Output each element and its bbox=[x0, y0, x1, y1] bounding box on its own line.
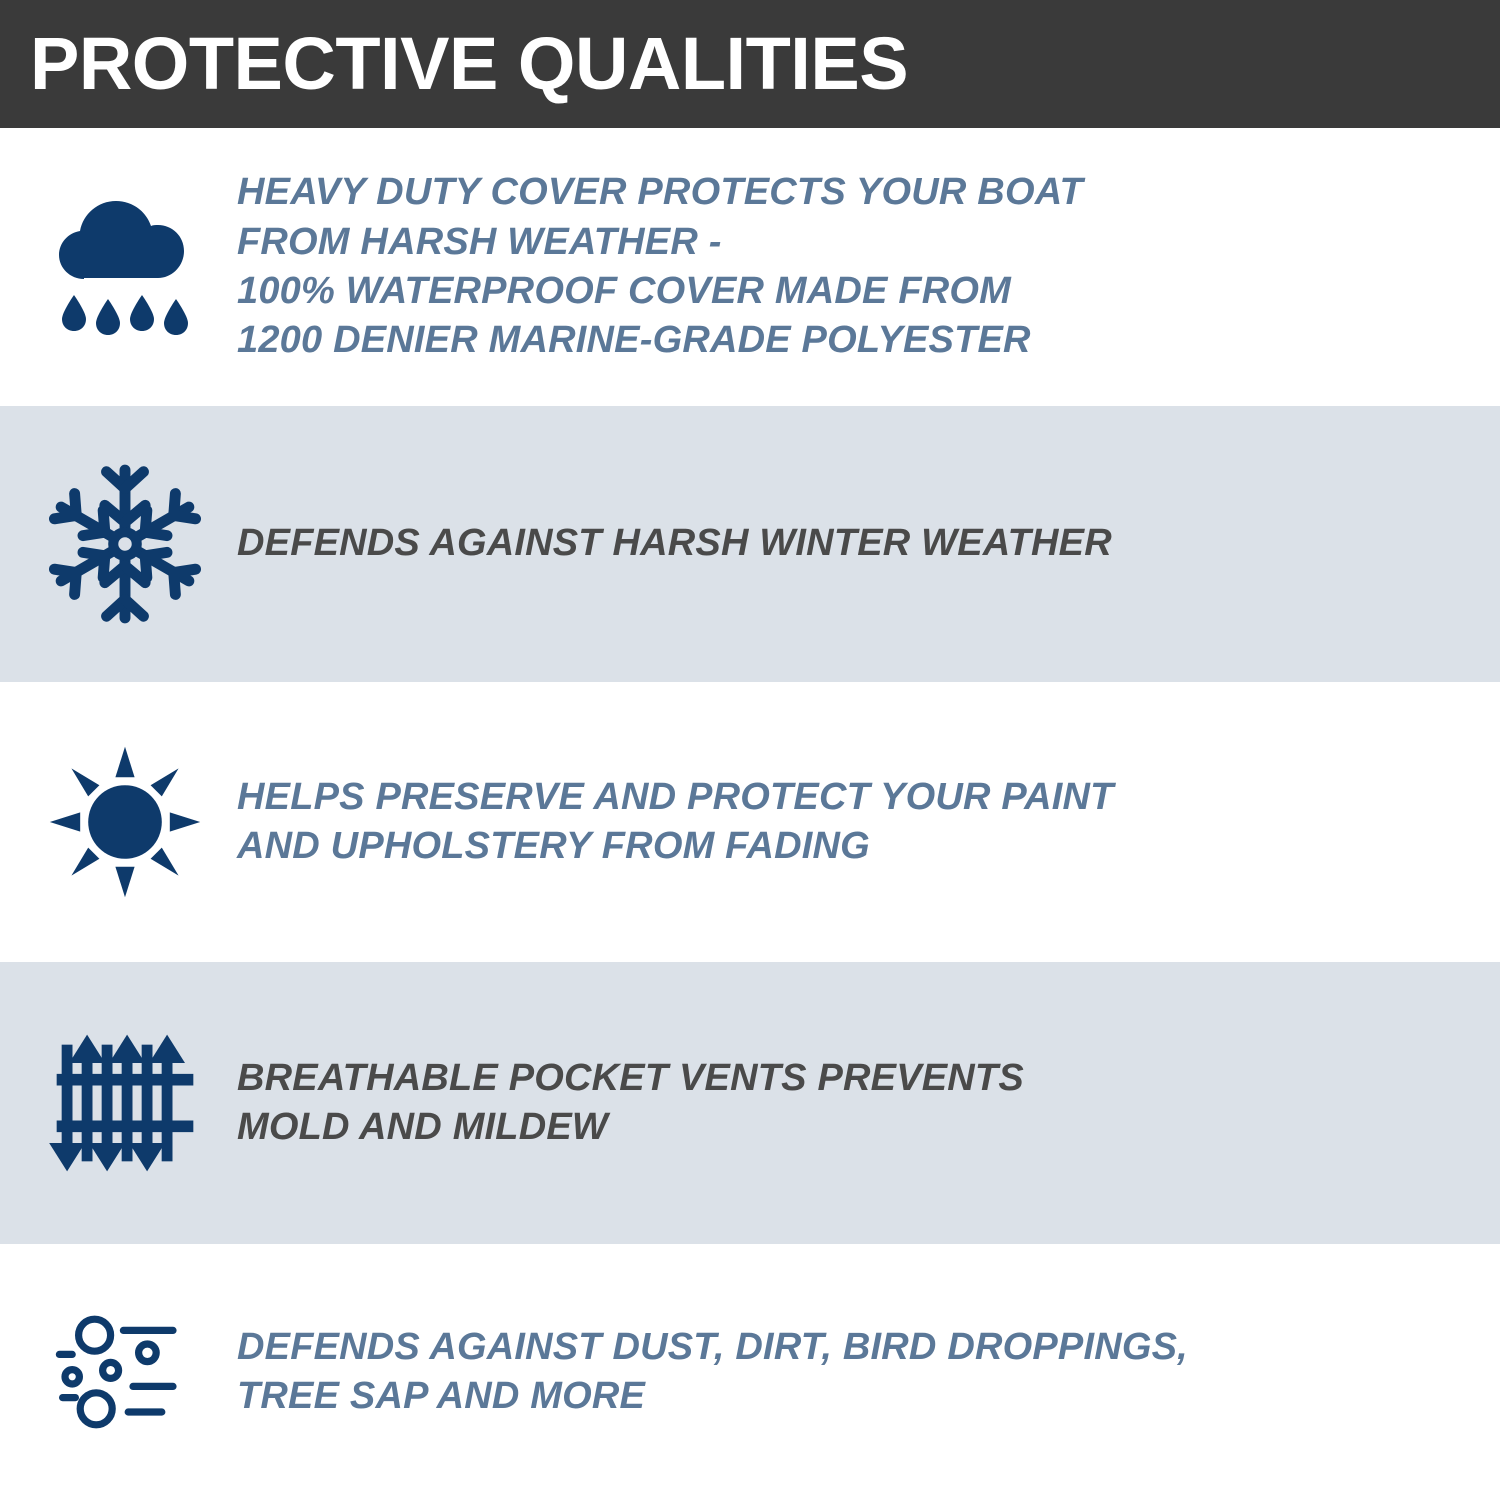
icon-cell bbox=[22, 454, 227, 634]
feature-line: BREATHABLE POCKET VENTS PREVENTS bbox=[237, 1056, 1024, 1099]
text-cell bbox=[227, 1323, 1460, 1422]
dust-particles-icon bbox=[45, 1307, 205, 1437]
icon-cell bbox=[22, 1307, 227, 1437]
feature-line: DEFENDS AGAINST DUST, DIRT, BIRD DROPPINGS, bbox=[237, 1325, 1188, 1368]
feature-text-uv bbox=[237, 773, 1460, 872]
feature-line: FROM HARSH WEATHER - bbox=[237, 220, 722, 263]
feature-line: HEAVY DUTY COVER PROTECTS YOUR BOAT bbox=[237, 171, 1083, 214]
feature-row-dust bbox=[0, 1244, 1500, 1500]
icon-cell bbox=[22, 1028, 227, 1178]
feature-line: HELPS PRESERVE AND PROTECT YOUR PAINT bbox=[237, 775, 1114, 818]
feature-rows bbox=[0, 128, 1500, 1500]
snowflake-icon bbox=[41, 454, 209, 634]
airflow-vent-icon bbox=[40, 1028, 210, 1178]
feature-line: DEFENDS AGAINST HARSH WINTER WEATHER bbox=[237, 522, 1112, 565]
feature-line: TREE SAP AND MORE bbox=[237, 1375, 646, 1417]
text-cell bbox=[227, 773, 1460, 872]
text-cell bbox=[227, 519, 1460, 568]
feature-line: 100% WATERPROOF COVER MADE FROM bbox=[237, 270, 1012, 312]
feature-row-winter bbox=[0, 406, 1500, 682]
header-bar bbox=[0, 0, 1500, 128]
text-cell bbox=[227, 168, 1460, 366]
icon-cell bbox=[22, 187, 227, 347]
feature-line: MOLD AND MILDEW bbox=[237, 1106, 608, 1148]
feature-text-breathable bbox=[237, 1054, 1460, 1153]
rain-cloud-icon bbox=[40, 187, 210, 347]
feature-row-waterproof bbox=[0, 128, 1500, 406]
feature-line: AND UPHOLSTERY FROM FADING bbox=[237, 825, 870, 867]
page-title: PROTECTIVE QUALITIES bbox=[30, 22, 909, 105]
feature-row-uv bbox=[0, 682, 1500, 962]
text-cell bbox=[227, 1054, 1460, 1153]
feature-text-waterproof bbox=[237, 168, 1460, 366]
sun-icon bbox=[45, 742, 205, 902]
icon-cell bbox=[22, 742, 227, 902]
feature-row-breathable bbox=[0, 962, 1500, 1244]
feature-text-winter bbox=[237, 519, 1460, 568]
feature-line: 1200 DENIER MARINE-GRADE POLYESTER bbox=[237, 319, 1031, 362]
feature-text-dust bbox=[237, 1323, 1460, 1422]
